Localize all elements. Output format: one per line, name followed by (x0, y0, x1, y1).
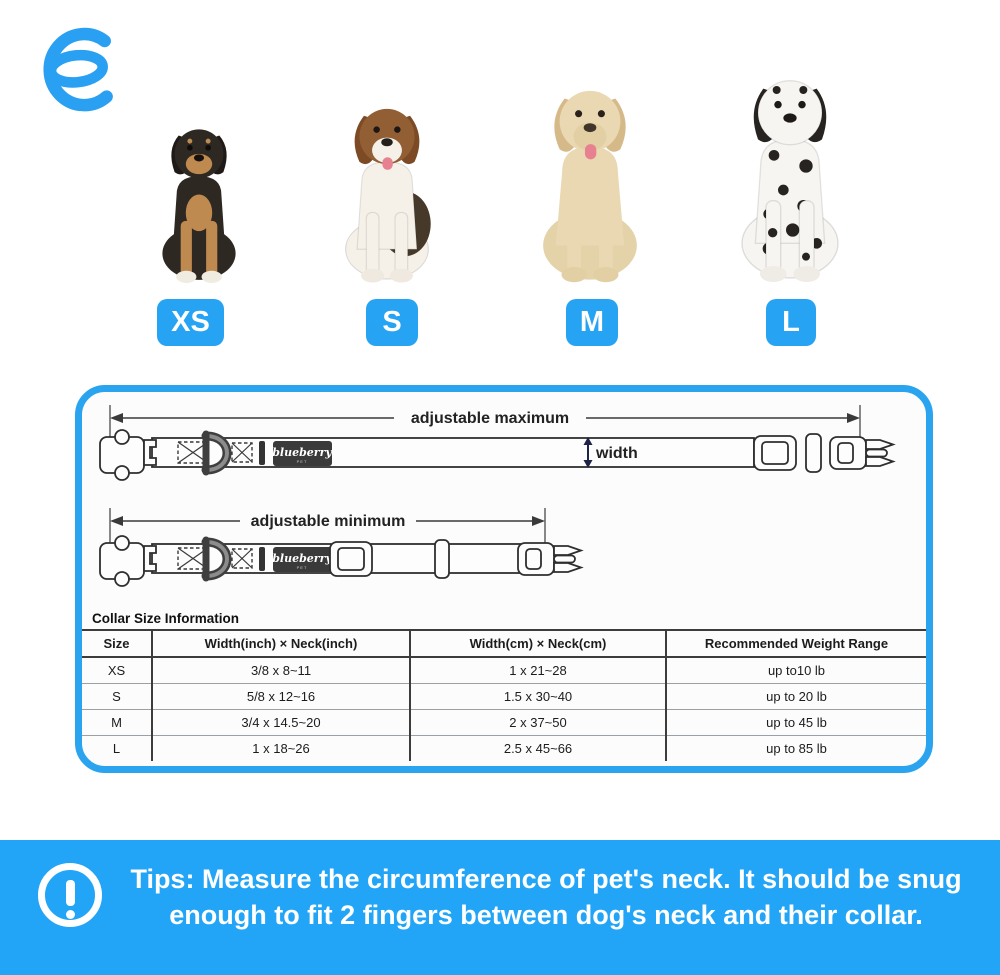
dog-s-beagle-image (318, 60, 456, 286)
collar-diagrams (82, 392, 926, 606)
alert-icon (38, 863, 102, 927)
header-width-inch: Width(inch) × Neck(inch) (152, 631, 410, 657)
header-size: Size (82, 631, 152, 657)
adjustable-minimum-label: adjustable minimum (250, 513, 406, 530)
size-badge-m: M (566, 299, 618, 346)
header-width-cm: Width(cm) × Neck(cm) (410, 631, 666, 657)
size-badge-xs: XS (157, 299, 224, 346)
header-weight-range: Recommended Weight Range (666, 631, 926, 657)
size-badge-l: L (766, 299, 816, 346)
dog-l-dalmatian-image (710, 2, 870, 286)
width-label: width (596, 445, 638, 462)
tips-banner (0, 840, 1000, 975)
brand-logo-icon (26, 16, 122, 116)
tips-text (110, 861, 982, 933)
dog-m-golden-retriever-image (514, 31, 666, 286)
table-header-row (82, 631, 926, 657)
table-row: L 1 x 18~26 2.5 x 45~66 up to 85 lb (82, 735, 926, 761)
tips-line-1: Tips: Measure the circumference of pet's neck. It should be snug (130, 864, 962, 894)
tips-line-2: enough to fit 2 fingers between dog's neck and their collar. (169, 900, 923, 930)
table-row: S 5/8 x 12~16 1.5 x 30~40 up to 20 lb (82, 683, 926, 709)
adjustable-minimum-diagram (100, 508, 581, 586)
table-row: M 3/4 x 14.5~20 2 x 37~50 up to 45 lb (82, 709, 926, 735)
adjustable-maximum-diagram (100, 405, 893, 480)
table-row: XS 3/8 x 8~11 1 x 21~28 up to10 lb (82, 657, 926, 683)
collar-size-table (82, 631, 926, 761)
adjustable-maximum-label: adjustable maximum (410, 410, 570, 427)
table-title: Collar Size Information (82, 606, 926, 631)
size-badge-s: S (366, 299, 418, 346)
dog-xs-puppy-image (138, 88, 260, 286)
collar-info-panel (75, 385, 933, 773)
